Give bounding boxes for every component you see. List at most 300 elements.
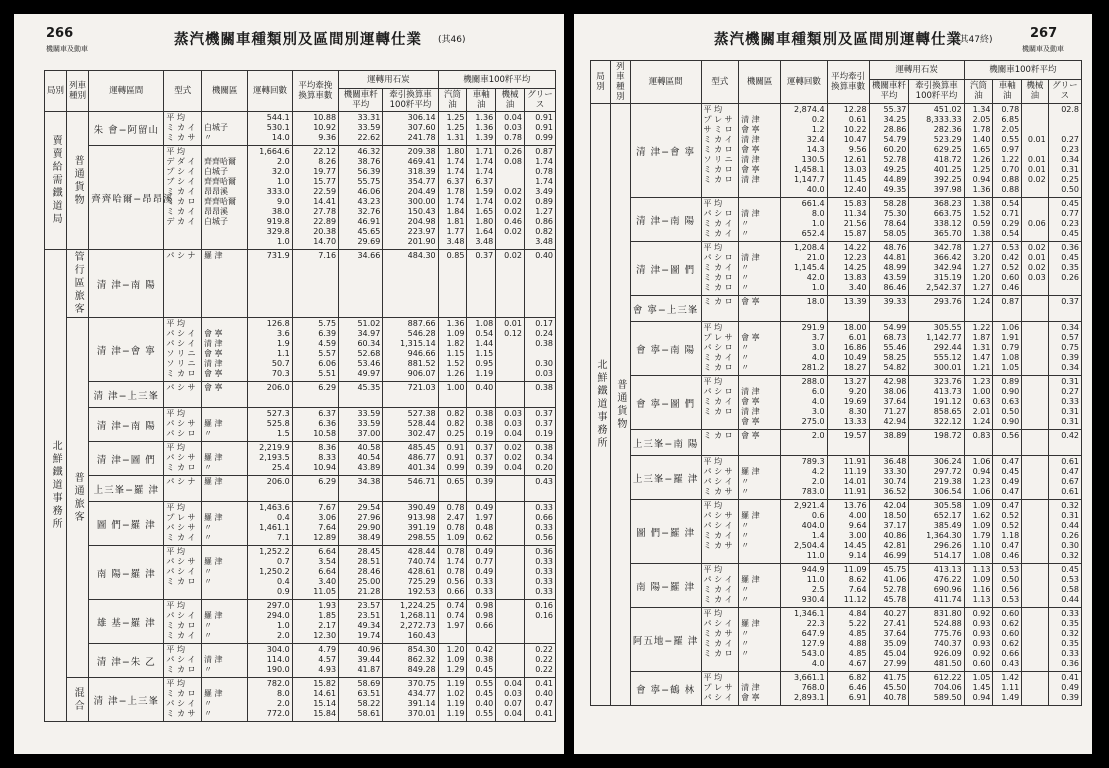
header-axle-oil: 車軸油 <box>467 89 496 112</box>
value-cell-o4: 0.16 0.16 <box>524 600 555 644</box>
header-cylinder-oil: 汽筒油 <box>964 79 993 103</box>
corner-label: 機關車及動車 <box>1022 45 1064 53</box>
section-cell: 上三峯−羅 津 <box>89 476 164 502</box>
section-cell: 會 寧−南 陽 <box>630 322 701 376</box>
value-cell-c2: 527.38 528.44 302.47 <box>383 408 438 442</box>
value-cell-o4: 0.38 0.34 0.20 <box>524 442 555 476</box>
value-cell-o3: 0.04 0.03 0.07 0.04 <box>496 678 525 722</box>
value-cell-o2: 0.89 0.90 0.63 0.50 0.90 <box>993 376 1022 430</box>
value-cell-o4: 0.22 0.22 0.22 <box>524 644 555 678</box>
value-cell-o1: 1.22 1.87 1.31 1.47 1.21 <box>964 322 993 376</box>
value-cell-cnt: 2,219.9 2,193.5 25.4 <box>248 442 292 476</box>
value-cell-o2: 1.71 1.74 1.74 6.37 1.59 1.74 1.65 1.80 1.64 3.48 <box>467 146 496 250</box>
value-cell-c1: 45.75 41.06 52.78 45.78 <box>869 564 909 608</box>
value-cell-o2: 0.49 0.77 0.49 0.33 0.33 <box>467 546 496 600</box>
value-cell-c2: 306.14 307.60 241.78 <box>383 112 438 146</box>
left-page <box>14 14 564 754</box>
page-title-suffix: (其47終) <box>956 35 993 45</box>
header-train-type: 列車種別 <box>67 71 89 112</box>
model-cell: 平 均 パ シ イ ミ カ ロ <box>164 644 202 678</box>
header-model: 型式 <box>701 61 739 104</box>
header-oil-group: 機關車100粁平均 <box>438 71 555 89</box>
value-cell-cnt: 2.0 <box>781 430 827 456</box>
section-cell: 阿五地−羅 津 <box>630 608 701 672</box>
depot-cell: 齊齊哈爾 白城子 齊齊哈爾 昂昂溪 齊齊哈爾 昂昂溪 白城子 <box>202 146 248 250</box>
value-cell-cnt: 2,921.4 0.6 404.0 1.4 2,504.4 11.0 <box>781 500 827 564</box>
value-cell-c2: 1,224.25 1,268.11 2,272.73 160.43 <box>383 600 438 644</box>
value-cell-o1: 0.92 0.93 0.93 0.93 0.92 0.60 <box>964 608 993 672</box>
value-cell-c1: 51.02 34.97 60.34 52.68 53.46 49.97 <box>339 318 383 382</box>
depot-cell: 羅 津 〃 〃 〃 <box>739 608 781 672</box>
value-cell-c2: 293.76 <box>909 296 964 322</box>
model-cell: 平 均 プ レ サ パ シ イ <box>701 672 739 706</box>
value-cell-o1: 1.13 1.09 1.16 1.13 <box>964 564 993 608</box>
value-cell-c1: 33.59 33.59 37.00 <box>339 408 383 442</box>
value-cell-c1: 45.35 <box>339 382 383 408</box>
value-cell-o1: 1.09 1.62 1.09 1.79 1.10 1.08 <box>964 500 993 564</box>
value-cell-c1: 58.69 63.51 58.22 58.61 <box>339 678 383 722</box>
right-data-table <box>590 60 1082 706</box>
table-row <box>591 322 1082 376</box>
section-cell: 清 津−圖 們 <box>89 442 164 476</box>
value-cell-c2: 484.30 <box>383 250 438 318</box>
value-cell-o3 <box>496 502 525 546</box>
section-cell: 南 陽−羅 津 <box>89 546 164 600</box>
value-cell-avg: 10.88 10.92 9.36 <box>292 112 338 146</box>
value-cell-cnt: 789.3 4.2 2.0 783.0 <box>781 456 827 500</box>
section-cell: 清 津−南 陽 <box>89 250 164 318</box>
value-cell-o4: 0.42 <box>1048 430 1081 456</box>
value-cell-c2: 342.78 366.42 342.94 315.19 2,542.37 <box>909 242 964 296</box>
value-cell-o3: 0.06 <box>1022 198 1049 242</box>
value-cell-avg: 13.76 4.00 9.64 3.00 14.45 9.14 <box>827 500 869 564</box>
value-cell-o3 <box>1022 322 1049 376</box>
value-cell-c2: 305.58 652.17 385.49 1,364.30 296.26 514.17 <box>909 500 964 564</box>
section-cell: 清 津−南 陽 <box>630 198 701 242</box>
value-cell-c1: 23.57 23.51 49.34 19.74 <box>339 600 383 644</box>
value-cell-o2: 0.78 6.85 2.05 0.55 0.97 1.22 0.70 0.88 0.88 <box>993 104 1022 198</box>
value-cell-cnt: 661.4 8.0 1.0 652.4 <box>781 198 827 242</box>
model-cell: ミ カ ロ <box>701 430 739 456</box>
value-cell-o4: 0.17 0.24 0.38 0.30 0.03 <box>524 318 555 382</box>
value-cell-avg: 8.36 8.33 10.94 <box>292 442 338 476</box>
header-avg-cars: 平均牽挽換算車數 <box>292 71 338 112</box>
value-cell-o1: 1.06 0.94 1.23 1.06 <box>964 456 993 500</box>
table-row <box>45 112 556 146</box>
header-machine-oil: 機械油 <box>1022 79 1049 103</box>
value-cell-cnt: 126.8 3.6 1.9 1.1 50.7 70.3 <box>248 318 292 382</box>
table-row <box>591 296 1082 322</box>
value-cell-o3: 0.03 0.03 0.04 <box>496 408 525 442</box>
value-cell-avg: 6.29 <box>292 382 338 408</box>
value-cell-o2: 0.47 0.45 0.49 0.47 <box>993 456 1022 500</box>
model-cell: ミ カ ロ <box>701 296 739 322</box>
section-cell: 清 津−會 寧 <box>89 318 164 382</box>
section-cell: 清 津−上三峯 <box>89 382 164 408</box>
value-cell-c1: 55.37 34.25 28.86 54.79 60.20 52.78 49.25 44.89 49.35 <box>869 104 909 198</box>
value-cell-o4: 0.33 0.66 0.33 0.56 <box>524 502 555 546</box>
model-cell: 平 均 パ シ イ ミ カ サ ミ カ イ ミ カ ロ <box>701 608 739 672</box>
header-section: 運轉區間 <box>630 61 701 104</box>
table-row <box>591 376 1082 430</box>
model-cell: 平 均 パ シ ロ ミ カ イ ミ カ ロ ミ カ ロ <box>701 242 739 296</box>
header-run-count: 運轉回數 <box>248 71 292 112</box>
value-cell-c2: 368.23 663.75 338.12 365.70 <box>909 198 964 242</box>
section-cell: 會 寧−上三峯 <box>630 296 701 322</box>
value-cell-avg: 6.29 <box>292 476 338 502</box>
value-cell-cnt: 288.0 6.0 4.0 3.0 275.0 <box>781 376 827 430</box>
value-cell-o4: 0.45 0.53 0.58 0.44 <box>1048 564 1081 608</box>
section-cell: 清 津−上三峯 <box>89 678 164 722</box>
value-cell-o3 <box>496 382 525 408</box>
header-grease: グリース <box>524 89 555 112</box>
model-cell: パ シ サ <box>164 382 202 408</box>
right-page <box>574 14 1092 754</box>
value-cell-o1: 0.78 2.47 0.78 1.09 <box>438 502 467 546</box>
value-cell-o3 <box>1022 608 1049 672</box>
bureau-cell: 賣賣給需鐵道局 <box>45 112 67 250</box>
value-cell-avg: 6.82 6.46 6.91 <box>827 672 869 706</box>
value-cell-o2: 0.49 1.97 0.48 0.62 <box>467 502 496 546</box>
header-grease: グリース <box>1048 79 1081 103</box>
value-cell-o3: 0.26 0.08 0.02 0.02 0.02 0.46 0.02 <box>496 146 525 250</box>
value-cell-o2: 0.38 0.38 0.19 <box>467 408 496 442</box>
depot-cell: 清 津 會 寧 <box>739 672 781 706</box>
value-cell-o3: 0.02 0.02 0.04 <box>496 442 525 476</box>
train-type-cell: 混合 <box>67 678 89 722</box>
value-cell-cnt: 206.0 <box>248 476 292 502</box>
corner-label: 機關車及動車 <box>46 45 88 53</box>
value-cell-avg: 1.93 1.85 2.17 12.30 <box>292 600 338 644</box>
model-cell: 平 均 パ シ イ ミ カ ロ ミ カ イ <box>164 600 202 644</box>
header-cylinder-oil: 汽筒油 <box>438 89 467 112</box>
value-cell-c1: 39.33 <box>869 296 909 322</box>
value-cell-o2: 0.54 0.71 0.29 0.54 <box>993 198 1022 242</box>
value-cell-c2: 209.38 469.41 318.39 354.77 204.49 300.00 150.43 204.98 223.97 201.90 <box>383 146 438 250</box>
value-cell-c2: 546.71 <box>383 476 438 502</box>
value-cell-c1: 40.27 27.41 37.64 35.09 45.04 27.99 <box>869 608 909 672</box>
value-cell-cnt: 1,346.1 22.3 647.9 127.9 543.0 4.0 <box>781 608 827 672</box>
section-cell: 上三峯−羅 津 <box>630 456 701 500</box>
value-cell-avg: 4.79 4.57 4.93 <box>292 644 338 678</box>
value-cell-avg: 13.39 <box>827 296 869 322</box>
value-cell-o2: 0.47 0.52 0.52 1.18 0.47 0.46 <box>993 500 1022 564</box>
value-cell-cnt: 206.0 <box>248 382 292 408</box>
value-cell-o3: 0.01 0.12 <box>496 318 525 382</box>
value-cell-o3 <box>1022 296 1049 322</box>
table-row <box>45 318 556 382</box>
model-cell: 平 均 パ シ ロ ミ カ イ ミ カ ロ <box>701 376 739 430</box>
depot-cell: 清 津 會 寧 清 津 會 寧 清 津 會 寧 清 津 <box>739 104 781 198</box>
value-cell-o3: 0.02 <box>496 250 525 318</box>
train-type-cell: 普通旅客 <box>67 318 89 678</box>
table-row <box>45 408 556 442</box>
value-cell-o3 <box>1022 564 1049 608</box>
header-bureau: 局別 <box>591 61 611 104</box>
value-cell-cnt: 527.3 525.8 1.5 <box>248 408 292 442</box>
value-cell-o3 <box>496 600 525 644</box>
depot-cell: 羅 津 〃 <box>202 442 248 476</box>
table-row <box>45 146 556 250</box>
model-cell: 平 均 パ シ サ パ シ ロ <box>164 408 202 442</box>
table-row <box>45 644 556 678</box>
value-cell-o2: 1.42 1.11 1.49 <box>993 672 1022 706</box>
table-row <box>45 250 556 318</box>
value-cell-c2: 198.72 <box>909 430 964 456</box>
value-cell-o1: 1.38 1.52 0.59 1.38 <box>964 198 993 242</box>
model-cell: 平 均 デ ダ イ プ シ イ ブ シ イ ミ カ イ ミ カ ロ ミ カ イ デ カ イ <box>164 146 202 250</box>
header-machine-oil: 機械油 <box>496 89 525 112</box>
header-run-count: 運轉回數 <box>781 61 827 104</box>
value-cell-avg: 11.91 11.19 14.01 11.91 <box>827 456 869 500</box>
value-cell-o1: 1.25 1.25 1.31 <box>438 112 467 146</box>
value-cell-o4: 0.41 0.49 0.39 <box>1048 672 1081 706</box>
value-cell-o4: 0.61 0.47 0.67 0.61 <box>1048 456 1081 500</box>
value-cell-c1: 34.38 <box>339 476 383 502</box>
value-cell-o2: 1.06 1.91 0.79 1.08 1.05 <box>993 322 1022 376</box>
value-cell-o4: 02.8 0.27 0.23 0.34 0.31 0.25 0.50 <box>1048 104 1081 198</box>
value-cell-c2: 721.03 <box>383 382 438 408</box>
value-cell-c2: 831.80 524.88 775.76 740.37 926.09 481.50 <box>909 608 964 672</box>
value-cell-c2: 428.44 740.74 428.61 725.29 192.53 <box>383 546 438 600</box>
value-cell-o4: 0.91 0.91 0.99 <box>524 112 555 146</box>
value-cell-o2: 1.08 0.54 1.44 1.15 0.95 1.19 <box>467 318 496 382</box>
value-cell-c2: 306.24 297.72 219.38 306.54 <box>909 456 964 500</box>
section-cell: 南 陽−羅 津 <box>630 564 701 608</box>
depot-cell: 清 津 會 寧 清 津 會 寧 <box>739 376 781 430</box>
value-cell-c1: 34.66 <box>339 250 383 318</box>
value-cell-o3 <box>496 476 525 502</box>
header-coal-loco-km: 機關車粁平均 <box>339 89 383 112</box>
table-row <box>591 242 1082 296</box>
value-cell-o3: 0.01 0.01 0.01 0.02 <box>1022 104 1049 198</box>
value-cell-o1: 1.80 1.74 1.74 6.37 1.78 1.74 1.84 1.81 1.77 3.48 <box>438 146 467 250</box>
depot-cell: 會 寧 〃 〃 〃 <box>739 322 781 376</box>
value-cell-o1: 1.19 1.02 1.19 1.19 <box>438 678 467 722</box>
header-train-type: 列車種別 <box>610 61 630 104</box>
model-cell: パ シ ナ <box>164 250 202 318</box>
value-cell-cnt: 1,463.6 0.4 1,461.1 7.1 <box>248 502 292 546</box>
value-cell-o2: 0.98 0.98 0.66 <box>467 600 496 644</box>
section-cell: 清 津−會 寧 <box>630 104 701 198</box>
depot-cell: 羅 津 〃 〃 <box>202 678 248 722</box>
value-cell-c2: 612.22 704.06 589.50 <box>909 672 964 706</box>
model-cell: 平 均 パ シ ロ ミ カ イ ミ カ イ <box>701 198 739 242</box>
bureau-cell: 北鮮鐵道事務所 <box>591 104 611 706</box>
table-row <box>591 430 1082 456</box>
value-cell-o4: 0.41 0.40 0.47 0.41 <box>524 678 555 722</box>
value-cell-cnt: 1,208.4 21.0 1,145.4 42.0 1.0 <box>781 242 827 296</box>
value-cell-o2: 0.53 0.42 0.52 0.60 0.46 <box>993 242 1022 296</box>
table-row <box>45 442 556 476</box>
value-cell-o2: 0.39 <box>467 476 496 502</box>
header-depot: 機關區 <box>202 71 248 112</box>
value-cell-avg: 5.75 6.39 4.59 5.57 6.06 5.51 <box>292 318 338 382</box>
value-cell-o4: 0.87 1.74 0.78 1.74 3.49 0.89 1.27 0.86 0.82 3.48 <box>524 146 555 250</box>
header-coal-per-100km: 牽引換算車100粁平均 <box>909 79 964 103</box>
model-cell: 平 均 パ シ サ ミ カ ロ <box>164 442 202 476</box>
page-number: 266 <box>46 26 74 41</box>
value-cell-c2: 390.49 913.98 391.19 298.55 <box>383 502 438 546</box>
table-row <box>591 500 1082 564</box>
value-cell-c1: 33.31 33.59 22.62 <box>339 112 383 146</box>
depot-cell: 會 寧 清 津 會 寧 清 津 會 寧 <box>202 318 248 382</box>
value-cell-o2: 0.37 <box>467 250 496 318</box>
value-cell-c2: 485.45 486.77 401.34 <box>383 442 438 476</box>
value-cell-avg: 13.27 9.20 19.69 8.30 13.33 <box>827 376 869 430</box>
value-cell-c1: 40.58 40.54 43.89 <box>339 442 383 476</box>
value-cell-avg: 14.22 12.23 14.25 13.83 3.40 <box>827 242 869 296</box>
value-cell-o2: 0.37 0.37 0.39 <box>467 442 496 476</box>
value-cell-o1: 1.05 1.45 0.94 <box>964 672 993 706</box>
section-cell: 齊齊哈爾−昂昂溪 <box>89 146 164 250</box>
header-oil-group: 機關車100粁平均 <box>964 61 1081 80</box>
model-cell: 平 均 プ レ サ パ シ サ ミ カ イ <box>164 502 202 546</box>
table-row <box>591 456 1082 500</box>
value-cell-o4: 0.36 0.45 0.35 0.26 <box>1048 242 1081 296</box>
value-cell-avg: 19.57 <box>827 430 869 456</box>
depot-cell: 羅 津 <box>202 476 248 502</box>
value-cell-avg: 22.12 8.26 19.77 15.77 22.59 14.41 27.78 22.89 20.38 14.70 <box>292 146 338 250</box>
value-cell-o4: 0.34 0.57 0.75 0.39 0.34 <box>1048 322 1081 376</box>
page-title: 蒸汽機關車種類別及區間別運轉仕業 <box>174 31 422 48</box>
value-cell-avg: 4.84 5.22 4.85 4.88 4.85 4.67 <box>827 608 869 672</box>
section-cell: 朱 會−阿留山 <box>89 112 164 146</box>
table-row <box>45 546 556 600</box>
value-cell-c1: 40.96 39.44 41.87 <box>339 644 383 678</box>
value-cell-c2: 305.55 1,142.77 292.44 555.12 300.01 <box>909 322 964 376</box>
value-cell-o2: 0.42 0.38 0.45 <box>467 644 496 678</box>
value-cell-o3 <box>1022 456 1049 500</box>
header-depot: 機關區 <box>739 61 781 104</box>
model-cell: 平 均 パ シ サ パ シ イ ミ カ サ <box>701 456 739 500</box>
value-cell-o1: 1.24 <box>964 296 993 322</box>
value-cell-o2: 0.40 <box>467 382 496 408</box>
table-row <box>591 608 1082 672</box>
model-cell: 平 均 パ シ サ パ シ イ ミ カ ロ <box>164 546 202 600</box>
model-cell: パ シ ナ <box>164 476 202 502</box>
value-cell-avg: 6.64 3.54 6.64 3.40 11.05 <box>292 546 338 600</box>
value-cell-o3 <box>1022 500 1049 564</box>
depot-cell: 羅 津 〃 〃 〃 <box>739 500 781 564</box>
value-cell-c1: 29.54 27.96 29.90 38.49 <box>339 502 383 546</box>
value-cell-avg: 15.82 14.61 15.14 15.84 <box>292 678 338 722</box>
table-row <box>45 600 556 644</box>
header-avg-cars: 平均牽引換算車數 <box>827 61 869 104</box>
train-type-cell: 普通貨物 <box>67 112 89 250</box>
value-cell-o4: 0.45 0.77 0.23 0.45 <box>1048 198 1081 242</box>
value-cell-o3 <box>1022 376 1049 430</box>
value-cell-cnt: 544.1 530.1 14.0 <box>248 112 292 146</box>
value-cell-c2: 451.02 8,333.33 282.36 523.29 629.25 418.72 401.25 392.25 397.98 <box>909 104 964 198</box>
section-cell: 會 寧−圖 們 <box>630 376 701 430</box>
section-cell: 雄 基−羅 津 <box>89 600 164 644</box>
value-cell-o4: 0.37 <box>1048 296 1081 322</box>
header-coal-loco-km: 機關車粁平均 <box>869 79 909 103</box>
right-page-header <box>574 22 1092 62</box>
table-row <box>591 198 1082 242</box>
value-cell-cnt: 291.9 3.7 3.0 4.0 281.2 <box>781 322 827 376</box>
value-cell-cnt: 731.9 <box>248 250 292 318</box>
section-cell: 清 津−朱 乙 <box>89 644 164 678</box>
table-row <box>45 382 556 408</box>
header-coal-group: 運轉用石炭 <box>869 61 964 80</box>
value-cell-cnt: 2,874.4 0.2 1.2 32.4 14.3 130.5 1,458.1 1,147.7 40.0 <box>781 104 827 198</box>
value-cell-o2: 0.55 0.45 0.40 0.55 <box>467 678 496 722</box>
depot-cell: 羅 津 〃 <box>202 408 248 442</box>
value-cell-c2: 323.76 413.73 191.12 858.65 322.12 <box>909 376 964 430</box>
table-row <box>45 678 556 722</box>
value-cell-avg: 7.67 3.06 7.64 12.89 <box>292 502 338 546</box>
header-coal-per-100km: 牽引換算車100粁平均 <box>383 89 438 112</box>
value-cell-c1: 41.75 45.50 40.78 <box>869 672 909 706</box>
value-cell-c1: 36.48 33.30 30.74 36.52 <box>869 456 909 500</box>
header-model: 型式 <box>164 71 202 112</box>
model-cell: 平 均 ミ カ イ ミ カ サ <box>164 112 202 146</box>
value-cell-avg: 18.00 6.01 16.86 10.49 18.27 <box>827 322 869 376</box>
value-cell-cnt: 944.9 11.0 2.5 930.4 <box>781 564 827 608</box>
depot-cell: 會 寧 <box>739 296 781 322</box>
value-cell-cnt: 782.0 8.0 2.0 772.0 <box>248 678 292 722</box>
value-cell-o3: 0.02 0.01 0.02 0.03 <box>1022 242 1049 296</box>
bureau-cell: 北鮮鐵道事務所 <box>45 250 67 722</box>
depot-cell: 清 津 〃 〃 〃 <box>739 242 781 296</box>
value-cell-o2: 0.60 0.62 0.60 0.62 0.66 0.43 <box>993 608 1022 672</box>
value-cell-cnt: 297.0 294.0 1.0 2.0 <box>248 600 292 644</box>
header-bureau: 局別 <box>45 71 67 112</box>
value-cell-o3 <box>1022 672 1049 706</box>
value-cell-o3: 0.04 0.03 0.78 <box>496 112 525 146</box>
value-cell-o1: 0.82 0.82 0.25 <box>438 408 467 442</box>
model-cell: 平 均 パ シ サ パ シ イ ミ カ イ ミ カ サ <box>701 500 739 564</box>
value-cell-o4: 0.37 0.37 0.19 <box>524 408 555 442</box>
header-section: 運轉區間 <box>89 71 164 112</box>
value-cell-o2: 0.53 0.50 0.56 0.53 <box>993 564 1022 608</box>
table-row <box>591 672 1082 706</box>
value-cell-c2: 370.75 434.77 391.14 370.01 <box>383 678 438 722</box>
depot-cell: 羅 津 〃 〃 <box>202 502 248 546</box>
value-cell-c2: 854.30 862.32 849.28 <box>383 644 438 678</box>
page-title-suffix: (其46) <box>438 35 466 45</box>
value-cell-o4: 0.36 0.33 0.33 0.33 0.33 <box>524 546 555 600</box>
depot-cell: 羅 津 〃 〃 <box>739 564 781 608</box>
value-cell-o1: 0.74 0.74 1.97 <box>438 600 467 644</box>
page-number: 267 <box>1030 26 1058 41</box>
model-cell: 平 均 プ レ サ サ ミ ロ ミ カ イ ミ カ ロ ソ リ ニ ミ カ ロ ミ カ ロ <box>701 104 739 198</box>
section-cell: 清 津−南 陽 <box>89 408 164 442</box>
value-cell-o1: 1.34 2.05 1.78 1.40 1.65 1.26 1.25 0.94 1.36 <box>964 104 993 198</box>
left-page-header <box>14 22 564 62</box>
depot-cell: 羅 津 〃 〃 <box>739 456 781 500</box>
value-cell-c1: 58.28 75.30 78.64 58.05 <box>869 198 909 242</box>
model-cell: 平 均 パ シ イ パ シ イ ソ リ ニ ソ リ ニ ミ カ ロ <box>164 318 202 382</box>
value-cell-o4: 0.43 <box>524 476 555 502</box>
depot-cell: 清 津 〃 <box>202 644 248 678</box>
value-cell-cnt: 1,252.2 0.7 1,250.2 0.4 0.9 <box>248 546 292 600</box>
depot-cell: 會 寧 <box>202 382 248 408</box>
value-cell-o4: 0.33 0.35 0.32 0.35 0.33 0.36 <box>1048 608 1081 672</box>
value-cell-cnt: 1,664.6 2.0 32.0 1.0 333.0 9.0 38.0 919.8 329.8 1.0 <box>248 146 292 250</box>
value-cell-avg: 11.09 8.62 7.64 11.12 <box>827 564 869 608</box>
value-cell-c1: 42.98 38.06 37.64 71.27 42.94 <box>869 376 909 430</box>
value-cell-o3 <box>1022 430 1049 456</box>
value-cell-c1: 28.45 28.51 28.46 25.00 21.28 <box>339 546 383 600</box>
value-cell-o1: 1.00 <box>438 382 467 408</box>
value-cell-avg: 6.37 6.36 10.58 <box>292 408 338 442</box>
value-cell-cnt: 18.0 <box>781 296 827 322</box>
train-type-cell: 管行區旅客 <box>67 250 89 318</box>
value-cell-c1: 48.76 44.81 48.99 43.59 86.46 <box>869 242 909 296</box>
